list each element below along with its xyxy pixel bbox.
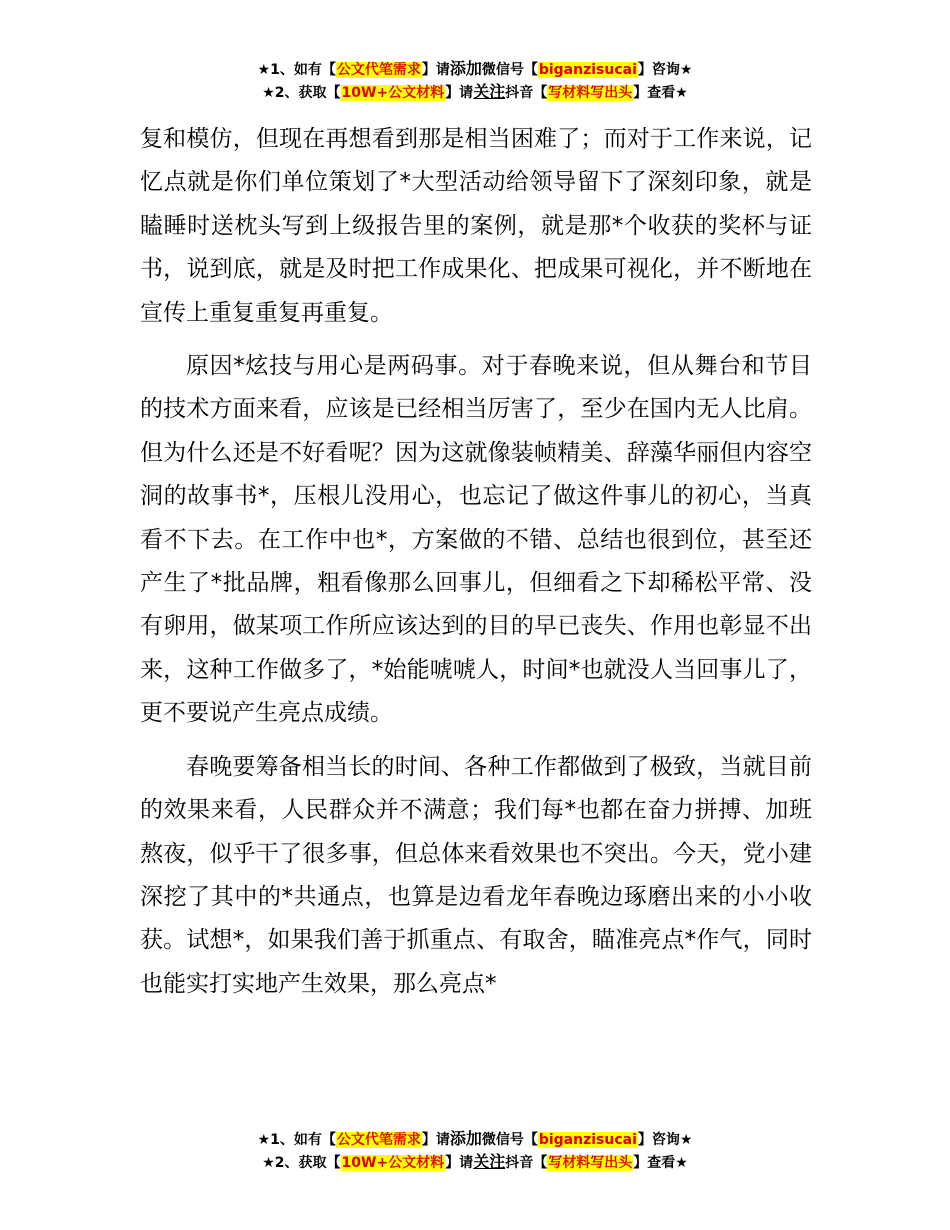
paragraph-3: 春晚要筹备相当长的时间、各种工作都做到了极致，当就目前的效果来看，人民群众并不满意；我们每*也都在奋力拼搏、加班熬夜，似乎干了很多事，但总体来看效果也不突出。今天，党小建深挖了其中的*共通点，也算是边看龙年春晚边琢磨出来的小小收获。试想*，如果我们善于抓重点、有取舍，瞄准亮点*作气，同时也能实打实地产生效果，那么亮点* [140,753,812,997]
footer-line-2-suffix: 】查看★ [633,1155,688,1171]
header-line-2-highlight-materials: 10W+公文材料 [341,85,445,101]
header-line-1-mid2: 微信号【 [481,62,538,78]
footer-line-1-highlight-service: 公文代笔需求 [336,1132,421,1148]
header-banner [0,58,950,104]
footer-line-1-mid2: 微信号【 [481,1132,538,1148]
footer-line-1-highlight-wechat: biganzisucai [538,1132,637,1148]
header-line-1-prefix: ★1、如有【 [257,62,336,78]
header-line-1 [0,58,950,81]
header-line-2-highlight-douyin: 写材料写出头 [548,85,633,101]
footer-line-2-emphasis: 关注 [473,1152,506,1171]
header-line-1-mid: 】请 [421,62,450,78]
footer-line-1 [0,1128,950,1151]
header-line-1-highlight-service: 公文代笔需求 [336,62,421,78]
footer-line-2 [0,1151,950,1174]
header-line-1-emphasis: 添加 [449,59,482,78]
header-line-2-mid2: 抖音【 [505,85,548,101]
footer-banner [0,1128,950,1174]
footer-line-2-highlight-materials: 10W+公文材料 [341,1155,445,1171]
footer-line-1-suffix: 】咨询★ [637,1132,693,1148]
footer-line-2-prefix: ★2、获取【 [262,1155,341,1171]
paragraph-2: 原因*炫技与用心是两码事。对于春晚来说，但从舞台和节目的技术方面来看，应该是已经相当厉害了，至少在国内无人比肩。但为什么还是不好看呢？因为这就像装帧精美、辞藻华丽但内容空洞的故事书*，压根儿没用心，也忘记了做这件事儿的初心，当真看不下去。在工作中也*，方案做的不错、总结也很到位，甚至还产生了*批品牌，粗看像那么回事儿，但细看之下却稀松平常、没有卵用，做某项工作所应该达到的目的早已丧失、作用也彰显不出来，这种工作做多了，*始能唬唬人，时间*也就没人当回事儿了，更不要说产生亮点成绩。 [140,353,812,727]
footer-line-2-highlight-douyin: 写材料写出头 [548,1155,633,1171]
header-line-1-suffix: 】咨询★ [637,62,693,78]
header-line-2-mid: 】请 [445,85,474,101]
footer-line-2-mid: 】请 [445,1155,474,1171]
header-line-2-prefix: ★2、获取【 [262,85,341,101]
footer-line-2-mid2: 抖音【 [505,1155,548,1171]
header-line-1-highlight-wechat: biganzisucai [538,62,637,78]
footer-line-1-prefix: ★1、如有【 [257,1132,336,1148]
paragraph-continuation: 复和模仿，但现在再想看到那是相当困难了；而对于工作来说，记忆点就是你们单位策划了*大型活动给领导留下了深刻印象，就是瞌睡时送枕头写到上级报告里的案例，就是那*个收获的奖杯与证书，说到底，就是及时把工作成果化、把成果可视化，并不断地在宣传上重复重复再重复。 [140,126,812,326]
document-body [140,118,812,1016]
header-line-2-emphasis: 关注 [473,82,506,101]
footer-line-1-mid: 】请 [421,1132,450,1148]
header-line-2-suffix: 】查看★ [633,85,688,101]
footer-line-1-emphasis: 添加 [449,1129,482,1148]
header-line-2 [0,81,950,104]
